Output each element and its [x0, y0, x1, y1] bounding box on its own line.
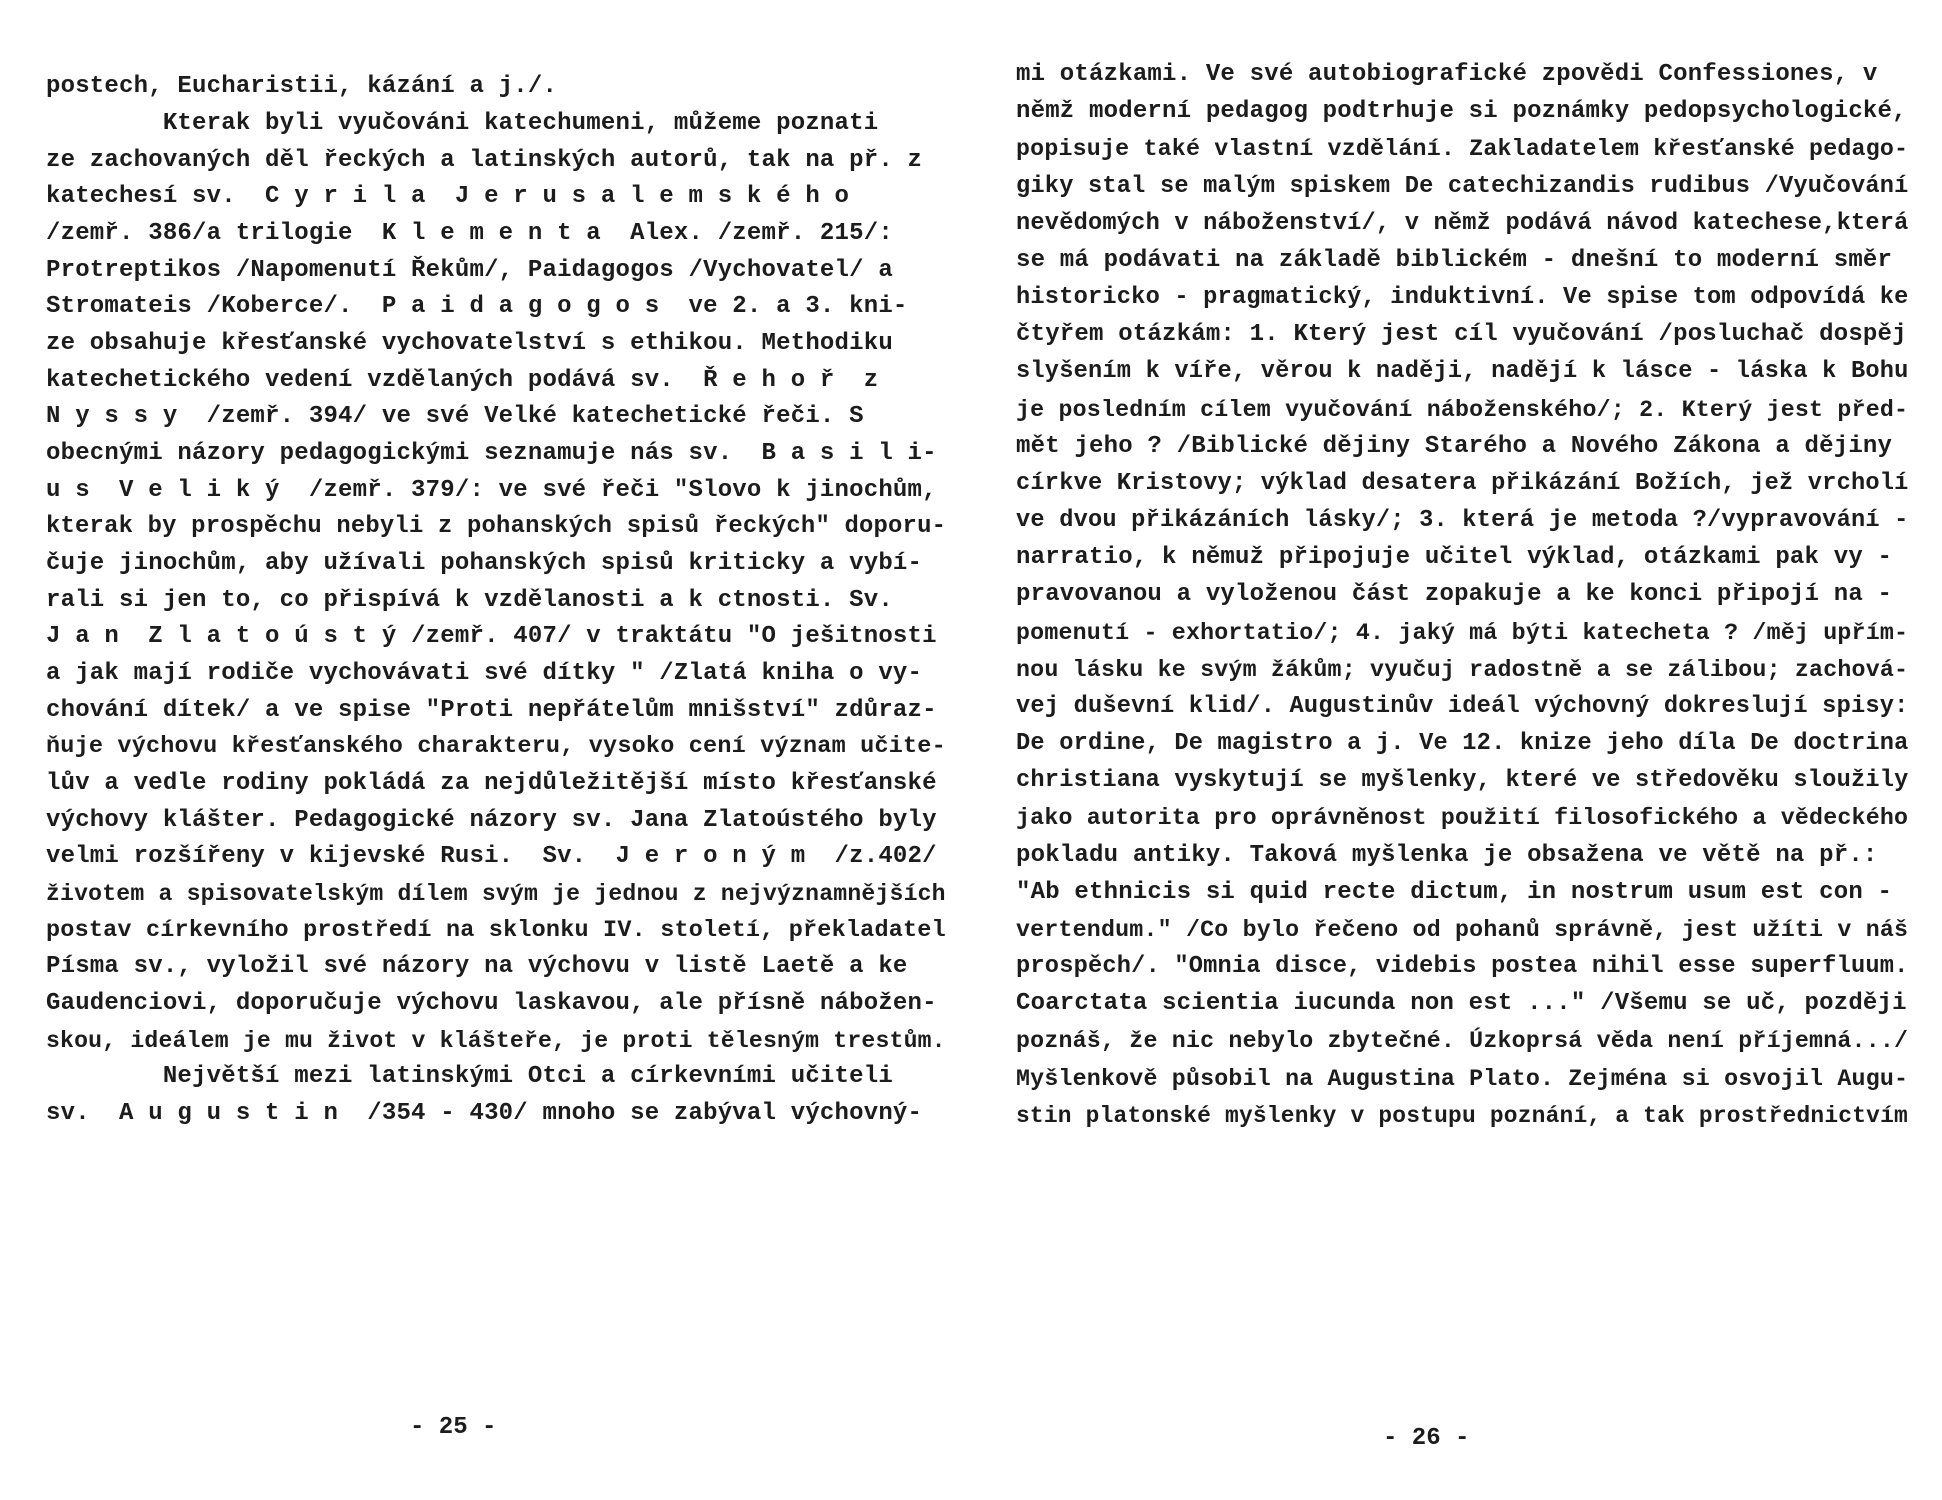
text-line: De ordine, De magistro a j. Ve 12. knize jeho díla De doctrina	[1016, 730, 1909, 757]
text-line: popisuje také vlastní vzdělání. Zakladatelem křesťanské pedago-	[1016, 136, 1909, 162]
page-number: - 25 -	[410, 1414, 497, 1441]
text-line: stin platonské myšlenky v postupu poznání, a tak prostřednictvím	[1016, 1103, 1908, 1129]
text-line: mi otázkami. Ve své autobiografické zpovědi Confessiones, v	[1016, 61, 1878, 88]
text-line: katechesí sv. C y r i l a J e r u s a l e m s k é h o	[46, 183, 850, 210]
text-line: chování dítek/ a ve spise "Proti nepřátelům mnišství" zdůraz-	[46, 697, 937, 724]
text-line: ve dvou přikázáních lásky/; 3. která je metoda ?/vypravování -	[1016, 507, 1909, 534]
page-number: - 26 -	[1383, 1425, 1470, 1452]
text-line: ze zachovaných děl řeckých a latinských autorů, tak na př. z	[46, 147, 923, 174]
text-line: výchovy klášter. Pedagogické názory sv. Jana Zlatoústého byly	[46, 807, 937, 834]
text-line: Protreptikos /Napomenutí Řekům/, Paidagogos /Vychovatel/ a	[46, 257, 893, 284]
text-line: Myšlenkově působil na Augustina Plato. Zejména si osvojil Augu-	[1016, 1066, 1909, 1092]
text-line: prospěch/. "Omnia disce, videbis postea nihil esse superfluum.	[1016, 953, 1909, 980]
text-line: ňuje výchovu křesťanského charakteru, vysoko cení význam učite-	[46, 733, 946, 760]
text-line: skou, ideálem je mu život v klášteře, je proti tělesným trestům.	[46, 1028, 946, 1054]
text-line: historicko - pragmatický, induktivní. Ve spise tom odpovídá ke	[1016, 284, 1909, 311]
text-line: obecnými názory pedagogickými seznamuje nás sv. B a s i l i-	[46, 440, 937, 467]
text-line: christiana vyskytují se myšlenky, které ve středověku sloužily	[1016, 767, 1909, 794]
text-line: giky stal se malým spiskem De catechizandis rudibus /Vyučování	[1016, 173, 1909, 200]
text-line: se má podávati na základě biblickém - dnešní to moderní směr	[1016, 247, 1893, 274]
text-line: Písma sv., vyložil své názory na výchovu v listě Laetě a ke	[46, 953, 908, 980]
text-line: poznáš, že nic nebylo zbytečné. Úzkoprsá věda není příjemná.../	[1016, 1028, 1909, 1054]
text-line: nevědomých v náboženství/, v němž podává návod katechese,která	[1016, 210, 1909, 237]
text-line: ze obsahuje křesťanské vychovatelství s ethikou. Methodiku	[46, 330, 893, 357]
text-line: /zemř. 386/a trilogie K l e m e n t a Alex. /zemř. 215/:	[46, 220, 893, 247]
text-line: Kterak byli vyučováni katechumeni, můžeme poznati	[46, 110, 879, 137]
text-line: mět jeho ? /Biblické dějiny Starého a Nového Zákona a dějiny	[1016, 433, 1893, 460]
text-line: Gaudenciovi, doporučuje výchovu laskavou, ale přísně nábožen-	[46, 990, 937, 1017]
text-line: čtyřem otázkám: 1. Který jest cíl vyučování /posluchač dospěj	[1016, 321, 1907, 348]
text-line: narratio, k němuž připojuje učitel výklad, otázkami pak vy -	[1016, 544, 1893, 571]
text-line: sv. A u g u s t i n /354 - 430/ mnoho se zabýval výchovný-	[46, 1100, 923, 1127]
text-line: němž moderní pedagog podtrhuje si poznámky pedopsychologické,	[1016, 98, 1907, 125]
text-line: vertendum." /Co bylo řečeno od pohanů správně, jest užíti v náš	[1016, 917, 1909, 943]
text-line: slyšením k víře, věrou k naději, nadějí k lásce - láska k Bohu	[1016, 358, 1909, 385]
text-line: církve Kristovy; výklad desatera přikázání Božích, jež vrcholí	[1016, 470, 1909, 497]
text-line: a jak mají rodiče vychovávati své dítky " /Zlatá kniha o vy-	[46, 660, 923, 687]
text-line: rali si jen to, co přispívá k vzdělanosti a k ctnosti. Sv.	[46, 587, 893, 614]
text-line: Největší mezi latinskými Otci a církevními učiteli	[46, 1063, 893, 1090]
text-line: N y s s y /zemř. 394/ ve své Velké katechetické řeči. S	[46, 403, 864, 430]
text-line: u s V e l i k ý /zemř. 379/: ve své řeči "Slovo k jinochům,	[46, 477, 937, 504]
text-line: postav církevního prostředí na sklonku IV. století, překladatel	[46, 917, 946, 944]
text-line: jako autorita pro oprávněnost použití filosofického a vědeckého	[1016, 805, 1909, 831]
text-line: vej duševní klid/. Augustinův ideál výchovný dokreslují spisy:	[1016, 693, 1909, 720]
text-line: katechetického vedení vzdělaných podává sv. Ř e h o ř z	[46, 367, 879, 394]
text-line: pokladu antiky. Taková myšlenka je obsažena ve větě na př.:	[1016, 842, 1878, 869]
text-line: čuje jinochům, aby užívali pohanských spisů kriticky a vybí-	[46, 550, 923, 577]
text-line: kterak by prospěchu nebyli z pohanských spisů řeckých" doporu-	[46, 513, 947, 540]
text-line: velmi rozšířeny v kijevské Rusi. Sv. J e r o n ý m /z.402/	[46, 843, 937, 870]
text-line: je posledním cílem vyučování náboženského/; 2. Který jest před-	[1016, 397, 1909, 423]
text-line: Stromateis /Koberce/. P a i d a g o g o s ve 2. a 3. kni-	[46, 293, 908, 320]
text-line: pomenutí - exhortatio/; 4. jaký má býti katecheta ? /měj upřím-	[1016, 620, 1909, 646]
text-line: životem a spisovatelským dílem svým je jednou z nejvýznamnějších	[46, 881, 946, 907]
text-line: pravovanou a vyloženou část zopakuje a ke konci připojí na -	[1016, 581, 1893, 608]
text-line: Coarctata scientia iucunda non est ..." /Všemu se uč, později	[1016, 990, 1907, 1017]
text-line: nou lásku ke svým žákům; vyučuj radostně a se zálibou; zachová-	[1016, 657, 1909, 683]
text-line: postech, Eucharistii, kázání a j./.	[46, 73, 558, 100]
text-line: lův a vedle rodiny pokládá za nejdůležitější místo křesťanské	[46, 770, 937, 797]
text-line: J a n Z l a t o ú s t ý /zemř. 407/ v traktátu "O ješitnosti	[46, 623, 937, 650]
right-page	[971, 0, 1942, 1500]
text-line: "Ab ethnicis si quid recte dictum, in nostrum usum est con -	[1016, 879, 1893, 906]
